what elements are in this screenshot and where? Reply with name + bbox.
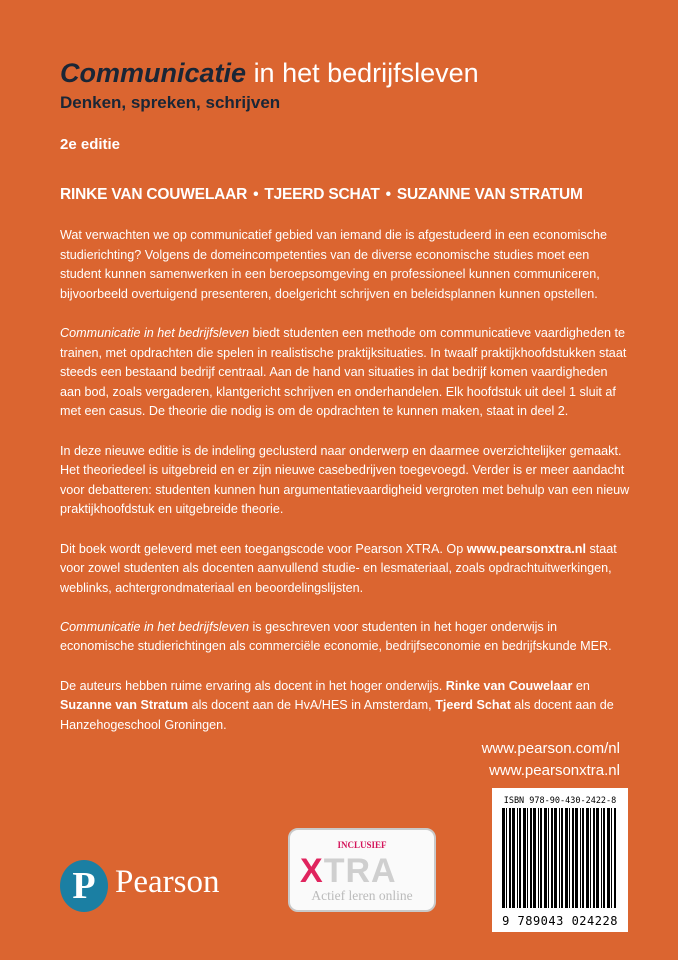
paragraph <box>60 226 630 304</box>
barcode-bar <box>530 808 532 908</box>
barcode-number: 9 789043 024228 <box>502 914 618 928</box>
barcode-bar <box>544 808 547 908</box>
blurb <box>60 226 630 755</box>
barcode-bar <box>538 808 539 908</box>
bold-text: www.pearsonxtra.nl <box>466 541 586 556</box>
bold-text: Suzanne van Stratum <box>60 698 189 713</box>
paragraph <box>60 677 630 736</box>
text: In deze nieuwe editie is de indeling geclusterd naar onderwerp en daarmee overzichtelijker gemaakt. Het theoriedeel is uitgebreid en er zijn nieuwe casebedrijven toegevoegd. Verder is er meer aandacht voor debatteren: studenten kunnen hun argumentatievaardigheid vergroten met behulp van een nieuw praktijkhoofdstuk en uitgebreide theorie. <box>60 443 630 517</box>
barcode-bar <box>561 808 563 908</box>
barcode-bar <box>548 808 549 908</box>
barcode-bar <box>517 808 518 908</box>
text: Dit boek wordt geleverd met een toegangscode voor Pearson XTRA. Op <box>60 541 467 556</box>
barcode-bar <box>582 808 584 908</box>
barcode-bar <box>506 808 507 908</box>
url-pearson[interactable]: www.pearson.com/nl <box>481 740 620 757</box>
barcode-bar <box>523 808 526 908</box>
edition: 2e editie <box>60 136 121 153</box>
barcode-bar <box>593 808 595 908</box>
isbn-barcode <box>492 788 628 932</box>
title-rest: in het bedrijfsleven <box>253 58 479 88</box>
barcode-bar <box>572 808 574 908</box>
barcode-bar <box>540 808 542 908</box>
text: is geschreven voor studenten in het hoger onderwijs in economische studierichtingen als commerciële economie, bedrijfseconomie en bedrijfskunde MER. <box>60 619 612 654</box>
xtra-logo-x: X <box>300 852 324 890</box>
paragraph <box>60 618 630 657</box>
text: Wat verwachten we op communicatief gebied van iemand die is afgestudeerd in een economische studierichting? Volgens de domeincompetenties van de diverse economische studies moet een student kunnen samenwerken in een beroepsomgeving en professioneel kunnen communiceren, bijvoorbeeld overtuigend presenteren, doelgericht schrijven en beleidsplannen kunnen opstellen. <box>60 228 607 301</box>
author: RINKE VAN COUWELAAR <box>60 186 248 203</box>
separator: • <box>253 186 259 203</box>
text: De auteurs hebben ruime ervaring als docent in het hoger onderwijs. <box>60 678 446 693</box>
xtra-logo <box>300 852 397 891</box>
barcode-bar <box>554 808 557 908</box>
barcode-bar <box>565 808 568 908</box>
text: en <box>572 678 590 693</box>
barcode-bar <box>611 808 612 908</box>
barcode-bar <box>603 808 605 908</box>
title-italic: Communicatie <box>60 58 247 88</box>
xtra-badge <box>288 828 436 912</box>
italic-text: Communicatie in het bedrijfsleven <box>60 325 249 340</box>
subtitle: Denken, spreken, schrijven <box>60 93 281 112</box>
barcode-bar <box>569 808 570 908</box>
publisher-name: Pearson <box>115 864 220 900</box>
barcode-bar <box>519 808 521 908</box>
book-title <box>60 58 479 89</box>
barcode-bar <box>512 808 515 908</box>
pearson-logo-icon: P <box>60 860 108 912</box>
xtra-logo-rest: TRA <box>323 852 397 890</box>
xtra-inclusief: INCLUSIEF <box>337 840 387 850</box>
barcode-bar <box>559 808 560 908</box>
text: staat voor zowel studenten als docenten aanvullend studie- en lesmateriaal, zoals opdrachtuitwerkingen, weblinks, achtergrondmateriaal en beoordelingslijsten. <box>60 541 617 595</box>
barcode-bar <box>527 808 528 908</box>
urls <box>482 738 620 782</box>
paragraph <box>60 324 630 422</box>
separator: • <box>385 186 391 203</box>
bold-text: Rinke van Couwelaar <box>445 678 573 693</box>
barcode-bar <box>586 808 589 908</box>
barcode-bar <box>590 808 591 908</box>
text: biedt studenten een methode om communicatieve vaardigheden te trainen, met opdrachten die spelen in realistische praktijksituaties. In twaalf praktijkhoofdstukken staat steeds een bestaand bedrijf centraal. Aan de hand van situaties in dat bedrijf komen vaardigheden aan bod, zoals vergaderen, klantgericht schrijven en onderhandelen. Elk hoofdstuk uit deel 1 sluit af met een casus. De theorie die nodig is om de opdrachten te kunnen maken, staat in deel 2. <box>60 325 627 419</box>
barcode-bar <box>607 808 610 908</box>
paragraph <box>60 540 630 599</box>
barcode-bar <box>502 808 505 908</box>
isbn-label: ISBN 978-90-430-2422-8 <box>503 796 617 806</box>
author: SUZANNE VAN STRATUM <box>396 186 583 203</box>
barcode-bar <box>533 808 536 908</box>
xtra-tagline: Actief leren online <box>311 888 413 903</box>
barcode-bar <box>601 808 602 908</box>
paragraph <box>60 442 630 520</box>
barcode-bar <box>575 808 578 908</box>
barcode-bar <box>509 808 511 908</box>
barcode-bar <box>596 808 599 908</box>
barcode-bar <box>580 808 581 908</box>
author: TJEERD SCHAT <box>264 186 380 203</box>
url-pearsonxtra[interactable]: www.pearsonxtra.nl <box>489 762 620 779</box>
barcode-bar <box>551 808 553 908</box>
authors <box>60 186 583 204</box>
italic-text: Communicatie in het bedrijfsleven <box>60 619 249 634</box>
bold-text: Tjeerd Schat <box>435 698 511 713</box>
text: als docent aan de Hanzehogeschool Groningen. <box>60 698 614 732</box>
text: als docent aan de HvA/HES in Amsterdam, <box>188 698 436 713</box>
barcode-bar <box>614 808 616 908</box>
barcode-bars <box>502 808 618 908</box>
